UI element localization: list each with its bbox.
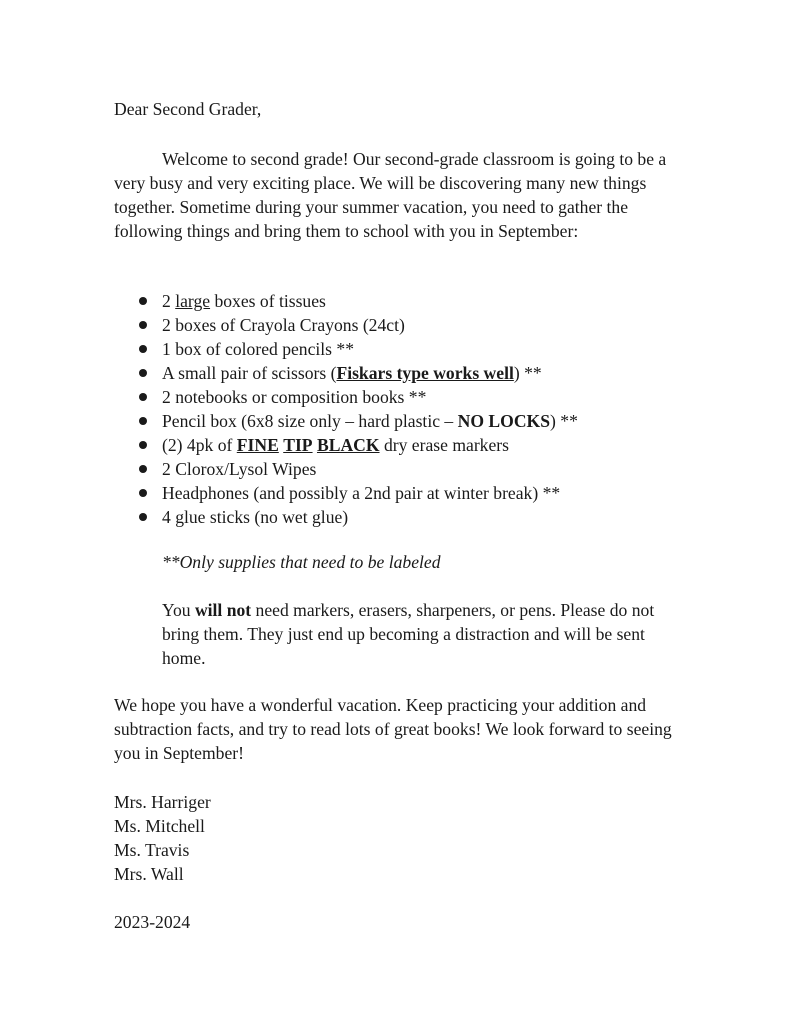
supply-item: 2 notebooks or composition books ** <box>114 385 578 409</box>
bullet-icon <box>139 513 147 521</box>
bullet-icon <box>139 417 147 425</box>
supply-item: 2 Clorox/Lysol Wipes <box>114 457 578 481</box>
supply-item: A small pair of scissors (Fiskars type works well) ** <box>114 361 578 385</box>
bullet-icon <box>139 489 147 497</box>
intro-paragraph: Welcome to second grade! Our second-grade classroom is going to be a very busy and very exciting place. We will be discovering many new things together. Sometime during your summer vacation, you need to gather the following things and bring them to school with you in September: <box>114 149 667 241</box>
bullet-icon <box>139 369 147 377</box>
salutation: Dear Second Grader, <box>114 99 262 119</box>
school-year: 2023-2024 <box>114 912 191 932</box>
signature-name: Ms. Travis <box>114 840 190 860</box>
emphasis-fine: FINE <box>236 435 279 455</box>
bullet-icon <box>139 465 147 473</box>
signature-name: Ms. Mitchell <box>114 816 205 836</box>
supply-item: 1 box of colored pencils ** <box>114 337 578 361</box>
emphasis-large: large <box>175 291 211 311</box>
not-needed-paragraph: You will not need markers, erasers, sharpeners, or pens. Please do not bring them. They just end up becoming a distraction and will be sent home. <box>162 600 655 668</box>
supply-item: Pencil box (6x8 size only – hard plastic – NO LOCKS) ** <box>114 409 578 433</box>
emphasis-fiskars: Fiskars type works well <box>336 363 514 383</box>
emphasis-no-locks: NO LOCKS <box>457 411 551 431</box>
bullet-icon <box>139 441 147 449</box>
supply-item: (2) 4pk of FINE TIP BLACK dry erase markers <box>114 433 578 457</box>
bullet-icon <box>139 345 147 353</box>
bullet-icon <box>139 297 147 305</box>
emphasis-will-not: will not <box>194 600 252 620</box>
bullet-icon <box>139 321 147 329</box>
supply-item: 2 large boxes of tissues <box>114 289 578 313</box>
closing-paragraph: We hope you have a wonderful vacation. Keep practicing your addition and subtraction facts, and try to read lots of great books! We look forward to seeing you in September! <box>114 695 672 763</box>
emphasis-black: BLACK <box>316 435 380 455</box>
supply-item: Headphones (and possibly a 2nd pair at winter break) ** <box>114 481 578 505</box>
supply-item: 2 boxes of Crayola Crayons (24ct) <box>114 313 578 337</box>
signature-name: Mrs. Wall <box>114 864 184 884</box>
emphasis-tip: TIP <box>283 435 313 455</box>
bullet-icon <box>139 393 147 401</box>
signature-name: Mrs. Harriger <box>114 792 211 812</box>
label-note: **Only supplies that need to be labeled <box>162 552 441 572</box>
supply-item: 4 glue sticks (no wet glue) <box>114 505 578 529</box>
supply-list <box>114 289 578 529</box>
signature-block <box>114 790 211 886</box>
